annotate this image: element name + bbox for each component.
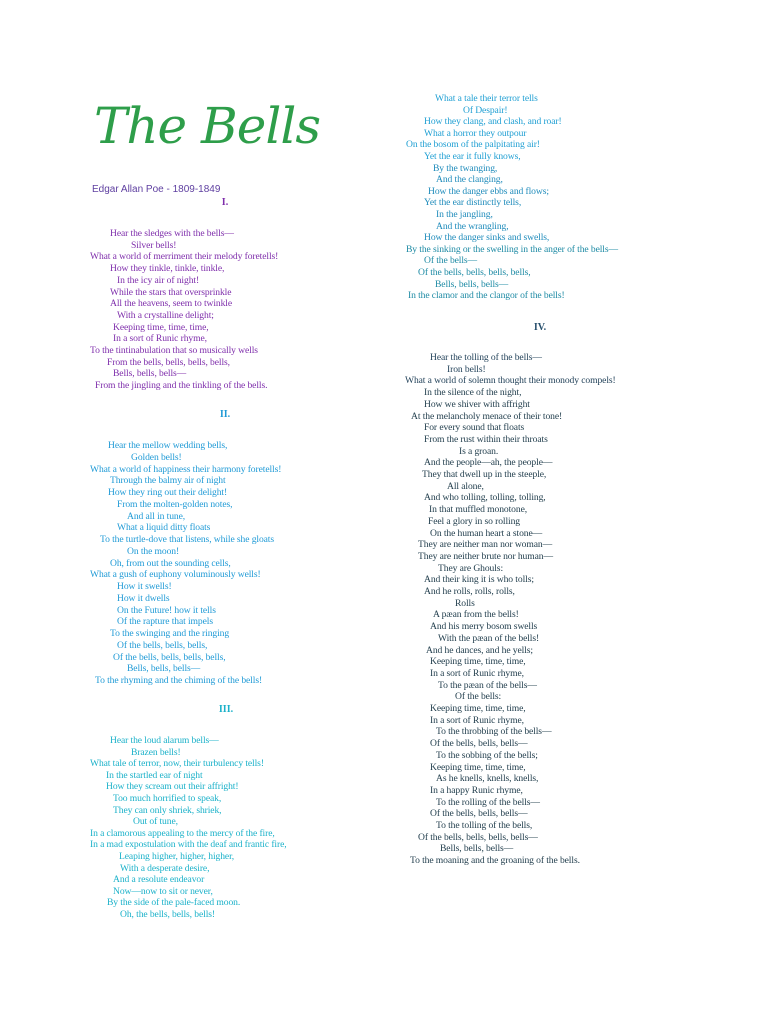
- poem-line: At the melancholy menace of their tone!: [411, 410, 563, 422]
- poem-line: What a world of solemn thought their monody compels!: [405, 375, 616, 387]
- poem-line: All the heavens, seem to twinkle: [110, 298, 233, 310]
- poem-line: Bells, bells, bells—: [113, 368, 187, 380]
- poem-line: How it swells!: [117, 581, 172, 592]
- poem-line: Of the bells, bells, bells, bells—: [418, 831, 538, 843]
- poem-line: In a happy Runic rhyme,: [430, 784, 523, 796]
- poem-line: What a tale their terror tells: [435, 93, 538, 104]
- poem-line: To the rhyming and the chiming of the bells!: [95, 675, 263, 686]
- poem-line: Golden bells!: [131, 451, 182, 463]
- poem-line: On the human heart a stone—: [430, 527, 543, 539]
- poem-line: What a horror they outpour: [424, 127, 527, 139]
- poem-line: A pæan from the bells!: [433, 609, 519, 621]
- poem-line: How the danger ebbs and flows;: [428, 185, 549, 197]
- poem-line: Hear the mellow wedding bells,: [108, 440, 228, 451]
- poem-line: To the turtle-dove that listens, while she gloats: [100, 534, 275, 545]
- poem-line: Brazen bells!: [131, 746, 181, 758]
- poem-line: They are neither man nor woman—: [418, 539, 553, 551]
- poem-line: Oh, from out the sounding cells,: [110, 557, 231, 569]
- poem-line: They are neither brute nor human—: [418, 550, 553, 562]
- poem-line: And all in tune,: [127, 510, 186, 522]
- poem-line: They can only shriek, shriek,: [113, 804, 222, 816]
- poem-line: Keeping time, time, time,: [430, 656, 526, 668]
- poem-line: They are Ghouls:: [438, 562, 504, 574]
- poem-line: By the side of the pale-faced moon.: [107, 897, 241, 909]
- poem-line: How they ring out their delight!: [108, 487, 228, 498]
- poem-line: Yet the ear distinctly tells,: [424, 197, 522, 209]
- poem-line: And a resolute endeavor: [113, 874, 205, 886]
- poem-line: While the stars that oversprinkle: [110, 286, 232, 298]
- poem-line: In a clamorous appealing to the mercy of the fire,: [90, 827, 275, 839]
- poem-line: Bells, bells, bells—: [440, 843, 514, 855]
- poem-line: In a mad expostulation with the deaf and frantic fire,: [90, 839, 287, 851]
- poem-line: To the moaning and the groaning of the bells.: [410, 855, 580, 867]
- poem-line: Through the balmy air of night: [110, 475, 226, 487]
- poem-line: What a world of happiness their harmony foretells!: [90, 463, 282, 475]
- poem-line: To the swinging and the ringing: [110, 628, 230, 639]
- section-heading-3: III.: [218, 704, 234, 715]
- poem-line: Of the bells, bells, bells, bells,: [418, 267, 531, 278]
- poem-line: How it dwells: [117, 592, 170, 604]
- poem-line: Hear the sledges with the bells—: [110, 228, 234, 239]
- poem-line: And his merry bosom swells: [430, 621, 538, 633]
- poem-line: In the jangling,: [436, 209, 493, 220]
- poem-line: In a sort of Runic rhyme,: [430, 667, 524, 679]
- poem-line: What a world of merriment their melody foretells!: [90, 251, 279, 263]
- poem-line: Of the bells—: [424, 255, 478, 267]
- poem-line: By the twanging,: [433, 162, 498, 174]
- poem-line: With the pæan of the bells!: [438, 632, 540, 644]
- poem-line: Now—now to sit or never,: [113, 885, 213, 897]
- poem-line: On the bosom of the palpitating air!: [406, 139, 540, 151]
- poem-line: Of the bells, bells, bells,: [117, 639, 208, 651]
- poem-line: By the sinking or the swelling in the anger of the bells—: [406, 243, 618, 255]
- poem-line: In that muffled monotone,: [429, 504, 528, 516]
- poem-line: Too much horrified to speak,: [113, 793, 222, 804]
- poem-line: To the pæan of the bells—: [438, 679, 537, 691]
- poem-line: Keeping time, time, time,: [113, 321, 209, 333]
- poem-line: On the moon!: [127, 545, 180, 557]
- poem-line: How we shiver with affright: [424, 398, 530, 410]
- poem-line: Of the bells, bells, bells—: [430, 808, 528, 820]
- poem-line: Of the bells, bells, bells—: [430, 738, 528, 750]
- poem-line: Keeping time, time, time,: [430, 703, 526, 714]
- poem-line: Of Despair!: [463, 104, 508, 116]
- poem-line: On the Future! how it tells: [117, 604, 216, 616]
- poem-line: In the clamor and the clangor of the bells!: [408, 290, 565, 302]
- poem-line: Out of tune,: [133, 816, 178, 828]
- poem-line: With a crystalline delight;: [117, 309, 214, 321]
- poem-line: Leaping higher, higher, higher,: [119, 851, 235, 862]
- poem-line: Of the rapture that impels: [117, 616, 213, 628]
- poem-line: And who tolling, tolling, tolling,: [424, 492, 546, 504]
- author-byline: Edgar Allan Poe - 1809-1849: [92, 184, 221, 195]
- poem-line: From the bells, bells, bells, bells,: [107, 356, 230, 368]
- poem-line: How they clang, and clash, and roar!: [424, 116, 562, 128]
- poem-line: Of the bells, bells, bells, bells,: [113, 651, 226, 663]
- poem-line: How the danger sinks and swells,: [424, 232, 550, 244]
- poem-line: What a liquid ditty floats: [117, 522, 211, 534]
- poem-line: Iron bells!: [447, 363, 486, 375]
- poem-line: To the tintinabulation that so musically wells: [90, 345, 258, 356]
- poem-line: Of the bells:: [455, 691, 502, 703]
- poem-line: For every sound that floats: [424, 422, 525, 434]
- poem-line: To the sobbing of the bells;: [436, 749, 538, 761]
- poem-line: What a gush of euphony voluminously wells!: [90, 569, 261, 581]
- poem-line: All alone,: [447, 480, 484, 492]
- poem-line: Bells, bells, bells—: [435, 278, 509, 290]
- poem-line: Is a groan.: [459, 445, 499, 457]
- poem-line: Hear the loud alarum bells—: [110, 735, 219, 746]
- poem-line: To the rolling of the bells—: [436, 796, 540, 808]
- poem-line: To the throbbing of the bells—: [436, 726, 552, 738]
- poem-line: And the wrangling,: [436, 220, 509, 232]
- poem-line: And the clanging,: [436, 174, 503, 186]
- poem-line: And he rolls, rolls, rolls,: [424, 586, 515, 597]
- poem-line: How they scream out their affright!: [106, 781, 239, 793]
- section-heading-4: IV.: [533, 322, 547, 333]
- poem-line: Yet the ear it fully knows,: [424, 151, 521, 162]
- poem-line: Silver bells!: [131, 239, 177, 251]
- poem-line: And the people—ah, the people—: [424, 457, 553, 469]
- poem-line: In a sort of Runic rhyme,: [430, 714, 524, 726]
- poem-line: From the rust within their throats: [424, 433, 548, 445]
- poem-line: From the jingling and the tinkling of the bells.: [95, 380, 268, 392]
- poem-line: As he knells, knells, knells,: [436, 773, 539, 785]
- poem-line: And their king it is who tolls;: [424, 574, 534, 586]
- poem-line: To the tolling of the bells,: [436, 820, 533, 831]
- poem-title: The Bells: [94, 97, 321, 155]
- poem-line: They that dwell up in the steeple,: [422, 469, 547, 480]
- poem-line: In the silence of the night,: [424, 387, 522, 399]
- poem-line: What tale of terror, now, their turbulency tells!: [90, 758, 264, 770]
- poem-line: In a sort of Runic rhyme,: [113, 333, 207, 345]
- poem-line: How they tinkle, tinkle, tinkle,: [110, 263, 225, 275]
- poem-line: Feel a glory in so rolling: [428, 515, 520, 527]
- poem-line: Hear the tolling of the bells—: [430, 352, 542, 363]
- poem-line: Keeping time, time, time,: [430, 761, 526, 773]
- section-heading-1: I.: [221, 197, 229, 208]
- poem-line: And he dances, and he yells;: [426, 644, 533, 656]
- poem-line: Rolls: [455, 597, 475, 609]
- poem-line: From the molten-golden notes,: [117, 498, 233, 510]
- poem-line: In the icy air of night!: [117, 274, 200, 286]
- section-heading-2: II.: [219, 409, 231, 420]
- poem-line: In the startled ear of night: [106, 769, 203, 781]
- poem-line: With a desperate desire,: [120, 862, 210, 874]
- poem-line: Bells, bells, bells—: [127, 663, 201, 675]
- poem-line: Oh, the bells, bells, bells!: [120, 909, 215, 920]
